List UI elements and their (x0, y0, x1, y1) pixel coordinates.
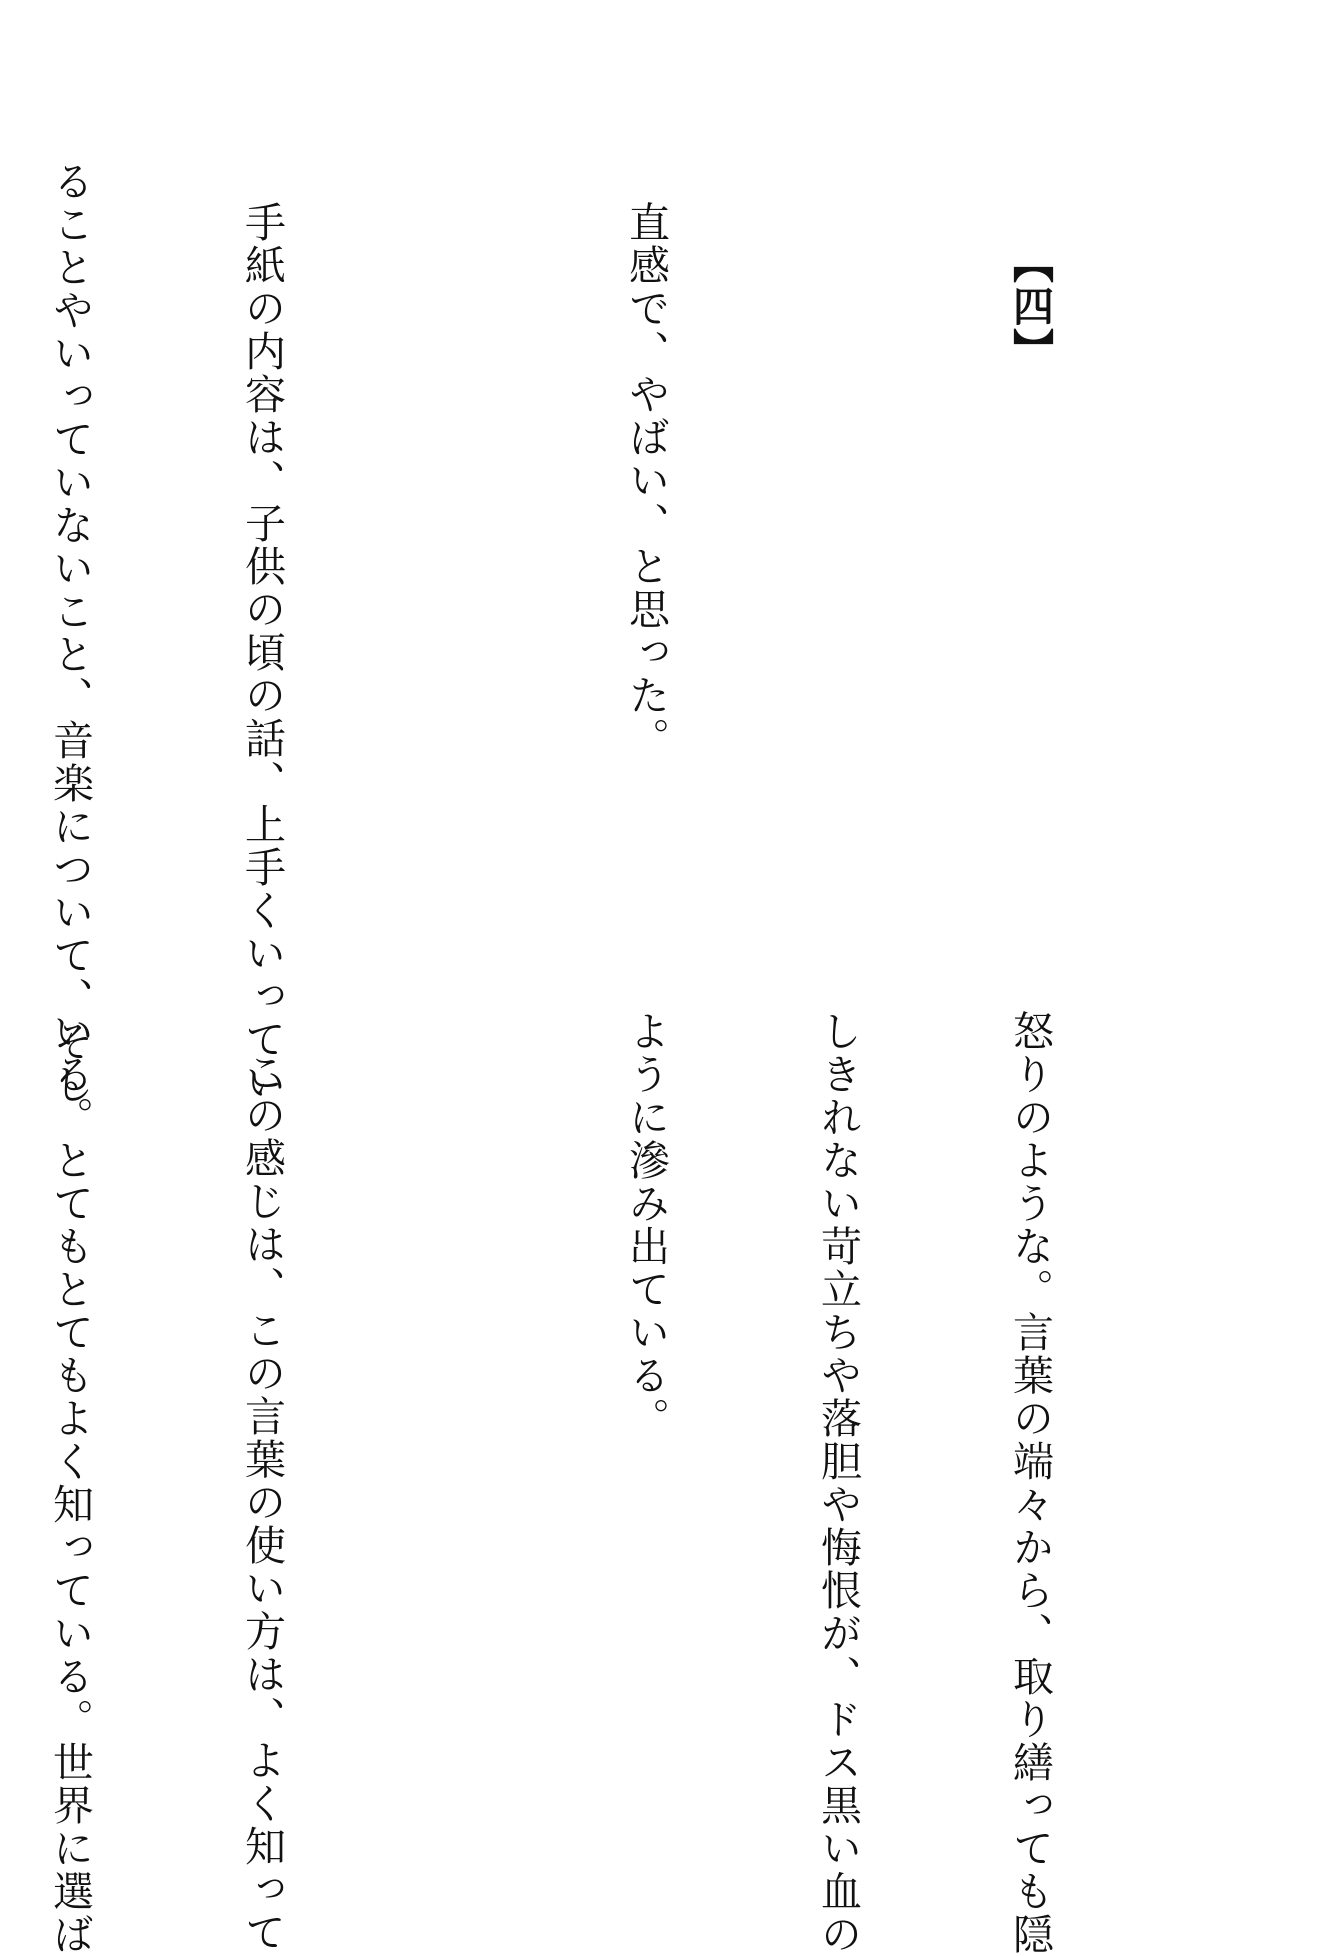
blank-line (422, 160, 486, 940)
text-line: この感じは、この言葉の使い方は、よく知って (238, 1051, 286, 1954)
blank-line (422, 1010, 486, 1810)
blank-line (806, 160, 870, 940)
lower-text-block (46, 1010, 1190, 1956)
text-line: しきれない苛立ちや落胆や悔恨が、ドス黒い血の (814, 1010, 862, 1956)
upper-text-block (46, 160, 1190, 1106)
text-line: ることやいっていないこと、音楽について、そし (46, 160, 94, 1106)
text-line: いる。とてもとてもよく知っている。世界に選ば (46, 1010, 94, 1956)
text-line: ように滲み出ている。 (622, 1010, 670, 1440)
text-line: 怒りのような。言葉の端々から、取り繕っても隠 (1006, 1010, 1054, 1956)
text-line: 手紙の内容は、子供の頃の話、上手くいってい (238, 201, 286, 1104)
chapter-heading: 【四】 (1006, 242, 1054, 371)
text-line: 直感で、やばい、と思った。 (622, 201, 670, 760)
